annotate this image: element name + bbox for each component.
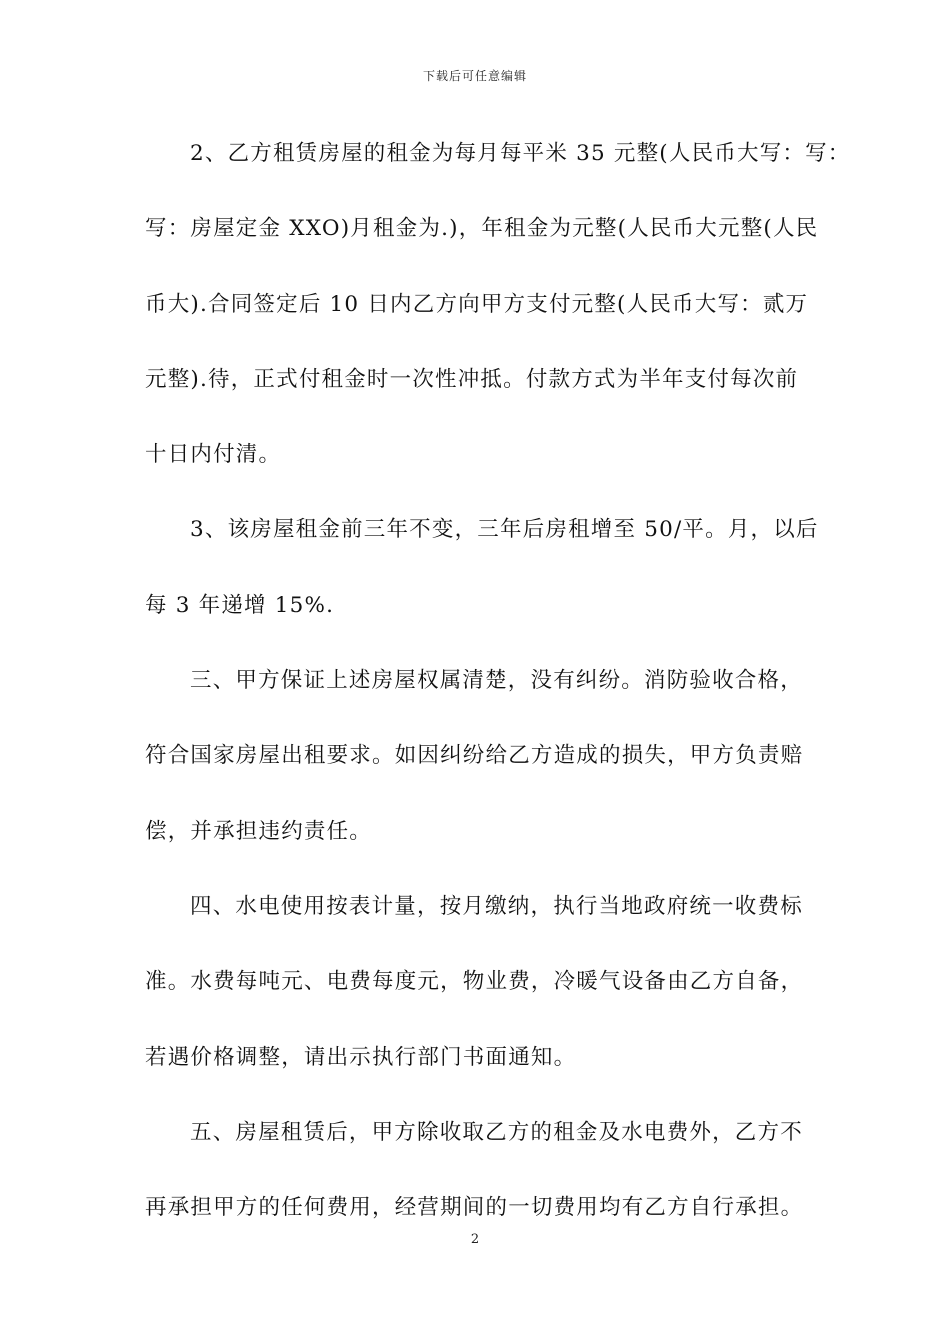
paragraph-line: 元整).待，正式付租金时一次性冲抵。付款方式为半年支付每次前	[145, 366, 799, 392]
paragraph-line: 偿，并承担违约责任。	[145, 818, 373, 844]
paragraph-line: 若遇价格调整，请出示执行部门书面通知。	[145, 1044, 577, 1070]
header-note: 下载后可任意编辑	[422, 69, 527, 83]
paragraph-line: 四、水电使用按表计量，按月缴纳，执行当地政府统一收费标	[190, 893, 803, 919]
paragraph-line: 符合国家房屋出租要求。如因纠纷给乙方造成的损失，甲方负责赔	[145, 743, 804, 769]
paragraph-line: 2、乙方租赁房屋的租金为每月每平米 35 元整(人民币大写：写：	[190, 141, 851, 166]
paragraph-line: 3、该房屋租金前三年不变，三年后房租增至 50/平。月，以后	[190, 517, 819, 543]
paragraph-line: 再承担甲方的任何费用，经营期间的一切费用均有乙方自行承担。	[145, 1195, 804, 1221]
document-body	[145, 132, 851, 1261]
paragraph-line: 写：房屋定金 XXO)月租金为.)，年租金为元整(人民币大元整(人民	[145, 216, 819, 242]
paragraph-line: 准。水费每吨元、电费每度元，物业费，冷暖气设备由乙方自备，	[145, 969, 804, 995]
page-number: 2	[470, 1232, 480, 1247]
paragraph-line: 每 3 年递增 15%.	[145, 592, 335, 618]
paragraph-line: 十日内付清。	[145, 442, 282, 468]
paragraph-line: 五、房屋租赁后，甲方除收取乙方的租金及水电费外，乙方不	[190, 1119, 803, 1145]
paragraph-line: 三、甲方保证上述房屋权属清楚，没有纠纷。消防验收合格，	[190, 668, 803, 694]
paragraph-line: 币大).合同签定后 10 日内乙方向甲方支付元整(人民币大写：贰万	[145, 291, 809, 317]
